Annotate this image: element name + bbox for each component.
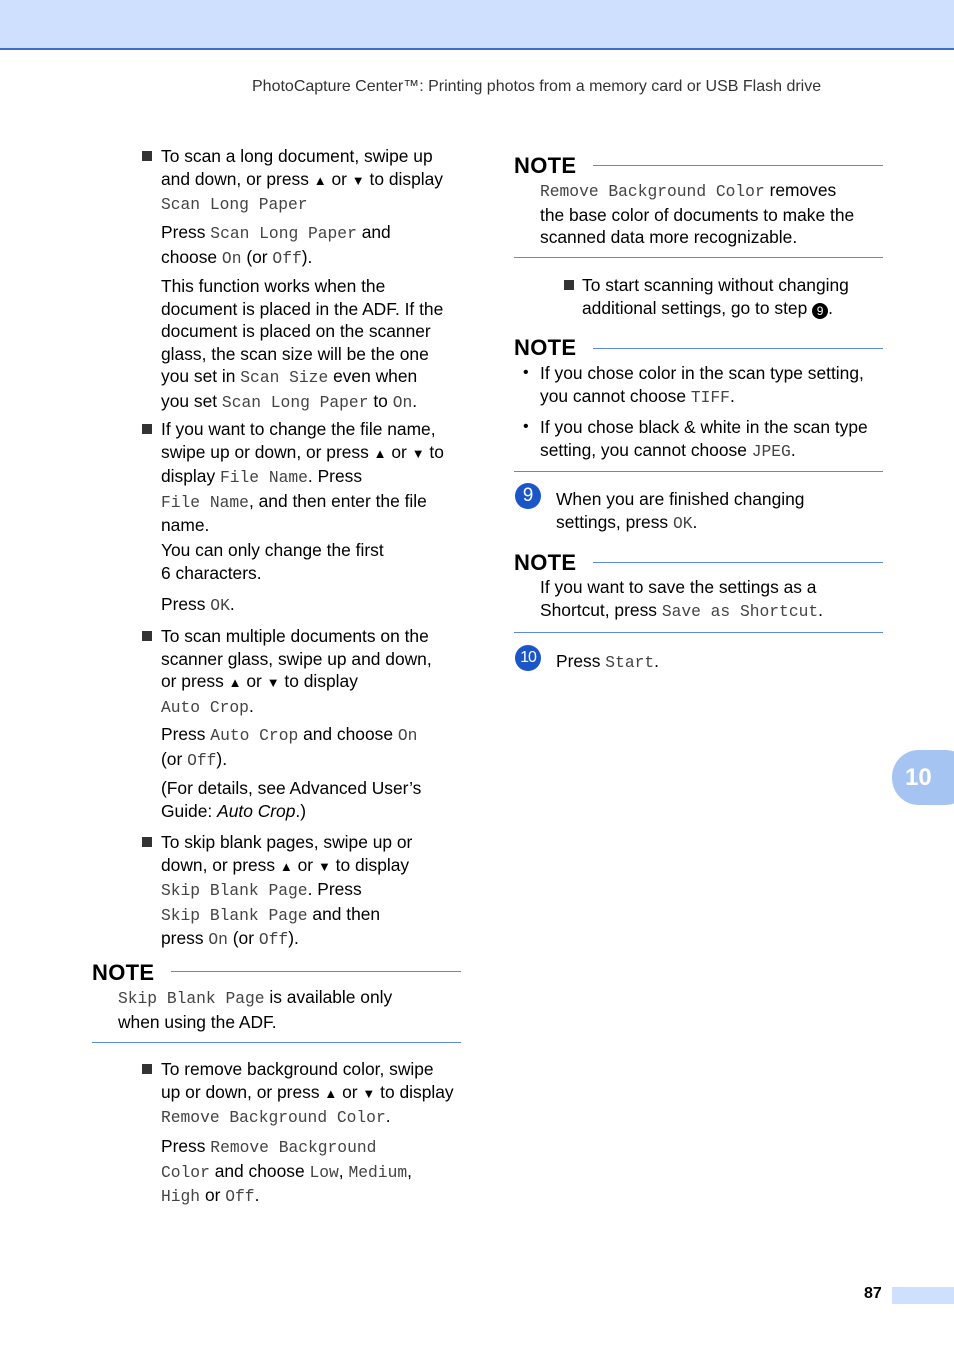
auto-crop-press: Press Auto Crop and choose On (or Off). — [161, 724, 418, 770]
file-name-press-ok: Press OK. — [161, 594, 235, 615]
bullet-square-icon — [564, 280, 574, 290]
step-10-text: Press Start. — [556, 651, 659, 672]
down-arrow-icon: ▼ — [351, 172, 365, 188]
up-arrow-icon: ▲ — [373, 445, 387, 461]
bullet-square-icon — [142, 631, 152, 641]
bullet-square-icon — [142, 151, 152, 161]
long-doc-para: To scan a long document, swipe up and down, or press ▲ or ▼ to display Scan Long Paper — [161, 146, 443, 214]
bullet-square-icon — [142, 837, 152, 847]
note-skip-blank: Skip Blank Page is available only when using the ADF. — [118, 987, 393, 1032]
step-10-icon: 10 — [515, 645, 541, 671]
note-title: NOTE — [92, 960, 155, 985]
file-name-para: If you want to change the file name, swipe up or down, or press ▲ or ▼ to display File Name. Press File Name, and then enter the file name. — [161, 419, 444, 535]
note-title: NOTE — [514, 550, 577, 575]
note-rule-bottom — [514, 257, 883, 258]
page-number-bar — [892, 1287, 954, 1304]
long-doc-press: Press Scan Long Paper and choose On (or Off). — [161, 222, 391, 268]
skip-blank-para: To skip blank pages, swipe up or down, or press ▲ or ▼ to display Skip Blank Page. Press Skip Blank Page and then press On (or Off). — [161, 832, 413, 949]
down-arrow-icon: ▼ — [317, 858, 331, 874]
note-rule-bottom — [92, 1042, 461, 1043]
note-tiff: If you chose color in the scan type setting, you cannot choose TIFF. — [540, 363, 864, 407]
step-9-icon: 9 — [515, 483, 541, 509]
note-remove-bg: Remove Background Color removes the base color of documents to make the scanned data more recognizable. — [540, 180, 855, 247]
step-reference-icon: 9 — [812, 303, 828, 319]
down-arrow-icon: ▼ — [411, 445, 425, 461]
up-arrow-icon: ▲ — [279, 858, 293, 874]
note-rule-bottom — [514, 471, 883, 472]
bullet-square-icon — [142, 424, 152, 434]
note-shortcut: If you want to save the settings as a Shortcut, press Save as Shortcut. — [540, 577, 823, 621]
top-band — [0, 0, 954, 50]
note-rule — [593, 348, 883, 349]
auto-crop-para: To scan multiple documents on the scanner glass, swipe up and down, or press ▲ or ▼ to display Auto Crop. — [161, 626, 432, 717]
running-header: PhotoCapture Center™: Printing photos from a memory card or USB Flash drive — [252, 78, 822, 95]
page-number: 87 — [864, 1285, 882, 1302]
long-doc-detail: This function works when the document is placed in the ADF. If the document is placed on the scanner glass, the scan size will be the one you set in Scan Size even when you set Scan Long Paper to On. — [161, 276, 444, 412]
note-jpeg: If you chose black & white in the scan type setting, you cannot choose JPEG. — [540, 417, 868, 461]
down-arrow-icon: ▼ — [362, 1085, 376, 1101]
note-rule — [171, 971, 461, 972]
step-9-text: When you are finished changing settings, press OK. — [556, 489, 805, 533]
menu-scan-long-paper: Scan Long Paper — [161, 195, 308, 214]
bullet-dot-icon: • — [523, 418, 529, 435]
note-title: NOTE — [514, 153, 577, 178]
note-rule — [593, 165, 883, 166]
note-rule — [593, 562, 883, 563]
remove-bg-para: To remove background color, swipe up or down, or press ▲ or ▼ to display Remove Background Color. — [161, 1059, 454, 1127]
file-name-chars: You can only change the first 6 characters. — [161, 540, 384, 583]
auto-crop-details: (For details, see Advanced User’s Guide: Auto Crop.) — [161, 778, 422, 821]
note-title: NOTE — [514, 335, 577, 360]
up-arrow-icon: ▲ — [313, 172, 327, 188]
up-arrow-icon: ▲ — [324, 1085, 338, 1101]
bullet-square-icon — [142, 1064, 152, 1074]
start-scanning-para: To start scanning without changing additional settings, go to step 9 . — [582, 275, 849, 318]
bullet-dot-icon: • — [523, 364, 529, 381]
down-arrow-icon: ▼ — [266, 675, 280, 690]
chapter-tab: 10 — [892, 750, 954, 805]
note-rule-bottom — [514, 632, 883, 633]
up-arrow-icon: ▲ — [228, 675, 242, 690]
remove-bg-press: Press Remove Background Color and choose Low, Medium, High or Off. — [161, 1136, 412, 1206]
